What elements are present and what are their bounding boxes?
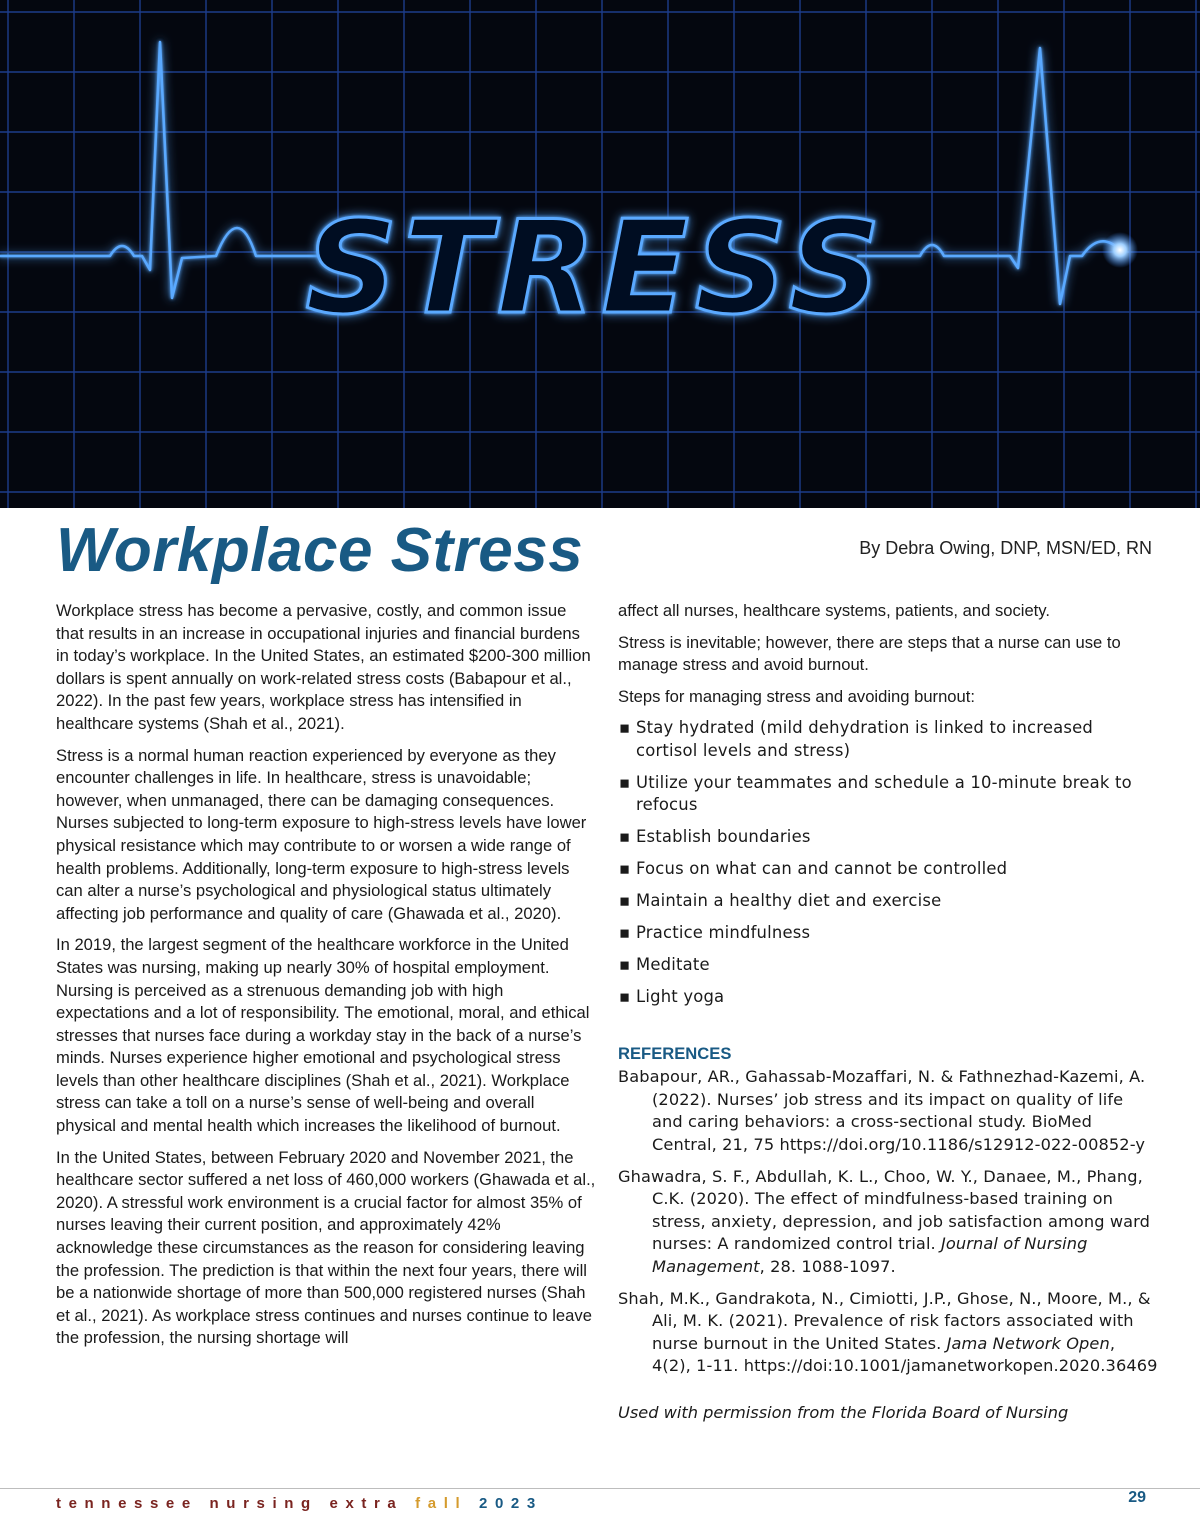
body-paragraph: Workplace stress has become a pervasive, costly, and common issue that results in an increase in occupational injuries and financial burdens in today’s workplace. In the United States, an estimated $200-300 million dollars is spent annually on work-related stress costs (Babapour et al., 2022). In the past few years, workplace stress has intensified in healthcare systems (Shah et al., 2021). xyxy=(56,601,591,733)
article-title: Workplace Stress xyxy=(56,516,584,585)
list-item: ▪ Practice mindfulness xyxy=(618,922,1158,944)
references-list xyxy=(618,1066,1158,1378)
references-heading: REFERENCES xyxy=(618,1043,732,1063)
list-item: ▪ Light yoga xyxy=(618,986,1158,1008)
bullet-icon: ▪ xyxy=(619,987,631,1007)
body-paragraph: Stress is inevitable; however, there are steps that a nurse can use to manage stress and avoid burnout. xyxy=(618,632,1121,675)
bullet-icon: ▪ xyxy=(619,955,631,975)
steps-intro: Steps for managing stress and avoiding burnout: xyxy=(618,686,975,706)
reference-entry: Ghawadra, S. F., Abdullah, K. L., Choo, W. Y., Danaee, M., Phang, C.K. (2020). The effect of mindfulness-based training on stress, anxiety, depression, and job satisfaction among ward nurses: A randomized control trial. Journal of Nursing Management, 28. 1088-1097. xyxy=(618,1166,1151,1276)
bullet-icon: ▪ xyxy=(619,827,631,847)
article-right-column xyxy=(618,600,1158,1425)
body-paragraph: Stress is a normal human reaction experienced by everyone as they encounter challenges in life. In healthcare, stress is unavoidable; however, when unmanaged, there can be damaging consequences. Nurses subjected to long-term exposure to high-stress levels have lower physical resistance which may contribute to or worsen a wide range of health problems. Additionally, long-term exposure to high-stress levels can alter a nurse’s psychological and physiological status ultimately affecting job performance and quality of care (Ghawada et al., 2020). xyxy=(56,745,587,923)
bullet-icon: ▪ xyxy=(619,859,631,879)
body-paragraph: affect all nurses, healthcare systems, patients, and society. xyxy=(618,601,1050,620)
list-item: ▪ Establish boundaries xyxy=(618,826,1158,848)
list-item: ▪ Utilize your teammates and schedule a 10-minute break to refocus xyxy=(619,772,1132,815)
hero-image xyxy=(0,0,1200,508)
article-left-column xyxy=(56,600,596,1359)
footer-year: 2023 xyxy=(479,1495,543,1512)
bullet-icon: ▪ xyxy=(619,923,631,943)
list-item: ▪ Stay hydrated (mild dehydration is linked to increased cortisol levels and stress) xyxy=(619,718,1093,760)
reference-entry: Babapour, AR., Gahassab-Mozaffari, N. & Fathnezhad-Kazemi, A. (2022). Nurses’ job stress and its impact on quality of life and caring behaviors: a cross-sectional study. BioMed Central, 21, 75 https://doi.org/10.1186/s12912-022-00852-y xyxy=(618,1067,1146,1154)
list-item: ▪ Maintain a healthy diet and exercise xyxy=(618,890,1158,912)
article-byline: By Debra Owing, DNP, MSN/ED, RN xyxy=(859,538,1152,558)
list-item: ▪ Meditate xyxy=(618,954,1158,976)
stress-steps-list xyxy=(618,717,1158,1008)
body-paragraph: In 2019, the largest segment of the healthcare workforce in the United States was nursing, making up nearly 30% of hospital employment. Nursing is perceived as a strenuous demanding job with high expectations and a lot of responsibility. The emotional, moral, and ethical stresses that nurses face during a workday stay in the back of a nurse’s minds. Nurses experience higher emotional and psychological stress levels than other healthcare disciplines (Shah et al., 2021). Workplace stress can take a toll on a nurse’s sense of well-being and overall physical and mental health which increases the likelihood of burnout. xyxy=(56,935,590,1136)
ekg-glow-dot xyxy=(1102,232,1138,268)
list-item: ▪ Focus on what can and cannot be controlled xyxy=(618,858,1158,880)
bullet-icon: ▪ xyxy=(619,718,631,738)
bullet-icon: ▪ xyxy=(619,891,631,911)
page-number: 29 xyxy=(1128,1489,1146,1506)
reference-entry: Shah, M.K., Gandrakota, N., Cimiotti, J.P., Ghose, N., Moore, M., & Ali, M. K. (2021). Prevalence of risk factors associated with nurse burnout in the United States. Jama Network Open, 4(2), 1-11. https://doi:10.1001/jamanetworkopen.2020.36469 xyxy=(618,1288,1158,1376)
ekg-stress-illustration xyxy=(0,0,1200,508)
footer-divider xyxy=(0,1488,1200,1489)
body-paragraph: In the United States, between February 2020 and November 2021, the healthcare sector suffered a net loss of 460,000 workers (Ghawada et al., 2020). A stressful work environment is a crucial factor for almost 35% of nurses leaving their current position, and approximately 42% acknowledge these circumstances as the reason for considering leaving the profession. The prediction is that within the next four years, there will be a nationwide shortage of more than 500,000 registered nurses (Shah et al., 2021). As workplace stress continues and nurses continue to leave the profession, the nursing shortage will xyxy=(56,1147,596,1348)
footer-publication-name: tennessee nursing extra xyxy=(56,1495,404,1512)
hero-stress-word: STRESS xyxy=(305,194,887,343)
footer-publication xyxy=(56,1495,543,1512)
permission-note: Used with permission from the Florida Board of Nursing xyxy=(618,1402,1069,1422)
footer-season: fall xyxy=(415,1495,468,1512)
bullet-icon: ▪ xyxy=(619,772,631,792)
